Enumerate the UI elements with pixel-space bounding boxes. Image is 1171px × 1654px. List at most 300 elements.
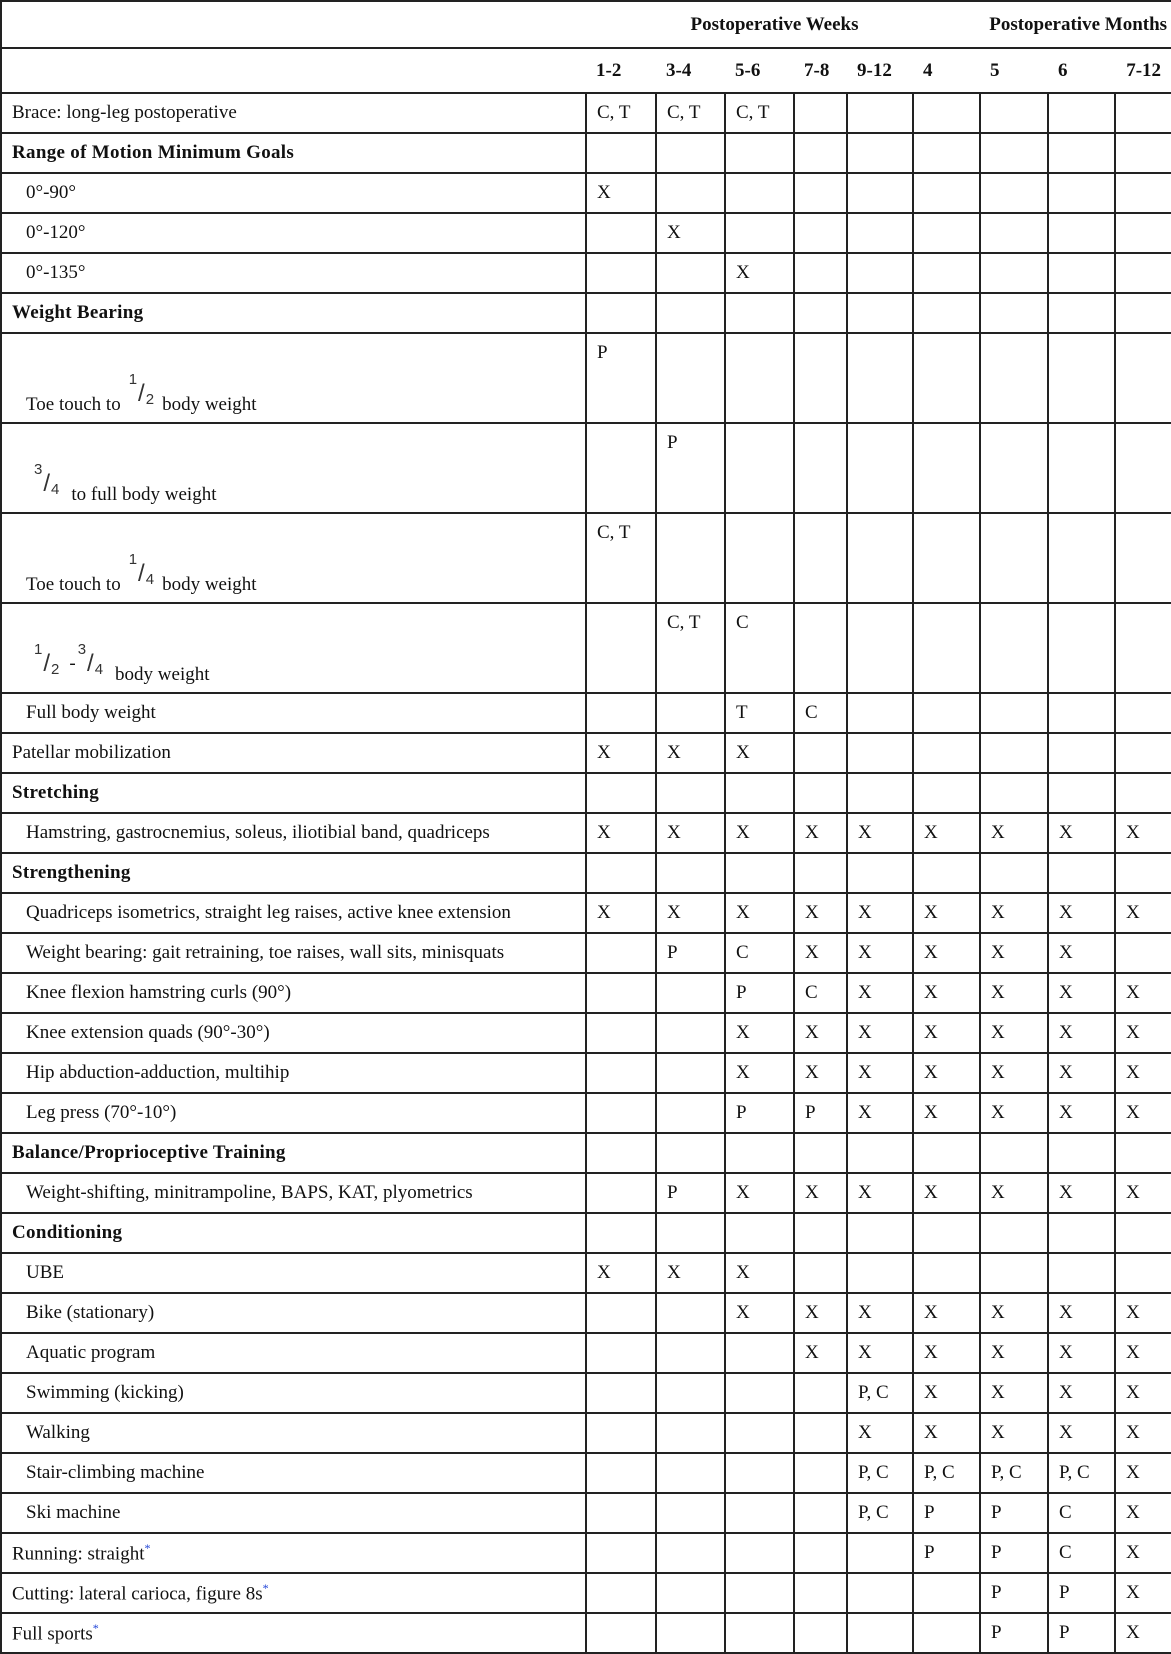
schedule-cell: X: [725, 253, 794, 293]
schedule-cell: X: [1048, 973, 1115, 1013]
fraction: [129, 552, 154, 596]
row-label: [1, 1133, 586, 1173]
schedule-cell: P, C: [847, 1493, 913, 1533]
column-header: 1-2: [586, 48, 656, 93]
table-row: [1, 513, 1171, 603]
row-label-text: Stretching: [12, 782, 100, 803]
schedule-cell: [1048, 93, 1115, 133]
schedule-cell: P, C: [913, 1453, 980, 1493]
schedule-cell: X: [1048, 1373, 1115, 1413]
row-label: [1, 773, 586, 813]
schedule-cell: [794, 253, 847, 293]
schedule-cell: X: [1115, 813, 1171, 853]
schedule-cell: [725, 1533, 794, 1573]
row-label-text: Strengthening: [12, 862, 131, 883]
schedule-cell: [794, 1533, 847, 1573]
schedule-cell: X: [794, 1013, 847, 1053]
row-label: [1, 1533, 586, 1573]
section-row: [1, 293, 1171, 333]
schedule-cell: C: [794, 973, 847, 1013]
schedule-cell: P: [656, 423, 725, 513]
schedule-cell: [980, 853, 1048, 893]
schedule-cell: [1115, 733, 1171, 773]
denominator: 2: [51, 661, 60, 678]
schedule-cell: [980, 253, 1048, 293]
column-header: 7-8: [794, 48, 847, 93]
schedule-cell: X: [1115, 1533, 1171, 1573]
numerator: 3: [77, 641, 87, 658]
table-row: [1, 1013, 1171, 1053]
schedule-cell: [794, 423, 847, 513]
schedule-cell: X: [913, 1333, 980, 1373]
table-row: [1, 1333, 1171, 1373]
schedule-cell: [913, 213, 980, 253]
row-label-text: Patellar mobilization: [12, 742, 171, 763]
row-label-text: 0°-90°: [26, 182, 77, 203]
table-row: [1, 603, 1171, 693]
schedule-cell: P: [980, 1613, 1048, 1653]
schedule-cell: P, C: [847, 1453, 913, 1493]
schedule-cell: X: [794, 893, 847, 933]
schedule-cell: X: [1048, 893, 1115, 933]
schedule-cell: [1048, 423, 1115, 513]
row-label-text: 0°-120°: [26, 222, 86, 243]
schedule-cell: [586, 1013, 656, 1053]
table-row: [1, 1173, 1171, 1213]
table-row: [1, 813, 1171, 853]
schedule-cell: [794, 603, 847, 693]
table-row: [1, 1253, 1171, 1293]
schedule-cell: X: [1048, 933, 1115, 973]
schedule-cell: X: [913, 813, 980, 853]
schedule-cell: [913, 733, 980, 773]
denominator: 4: [145, 571, 155, 588]
row-label-text: Weight-shifting, minitrampoline, BAPS, KAT, plyometrics: [26, 1182, 473, 1203]
table-row: [1, 693, 1171, 733]
row-label-text: Toe touch to: [26, 574, 121, 595]
table-row: [1, 173, 1171, 213]
schedule-cell: [913, 1133, 980, 1173]
schedule-cell: X: [980, 813, 1048, 853]
schedule-cell: [794, 213, 847, 253]
schedule-cell: [586, 213, 656, 253]
schedule-cell: [1115, 853, 1171, 893]
numerator: 1: [128, 371, 138, 388]
fraction: [34, 642, 59, 686]
section-row: [1, 853, 1171, 893]
footnote-marker[interactable]: *: [144, 1540, 151, 1555]
schedule-cell: P: [1048, 1573, 1115, 1613]
row-label: [1, 93, 586, 133]
schedule-cell: [847, 1573, 913, 1613]
schedule-cell: X: [725, 733, 794, 773]
schedule-cell: [847, 1533, 913, 1573]
schedule-cell: X: [586, 813, 656, 853]
table-row: [1, 1493, 1171, 1533]
schedule-cell: [725, 213, 794, 253]
schedule-cell: [980, 513, 1048, 603]
schedule-cell: X: [980, 893, 1048, 933]
schedule-cell: [586, 1053, 656, 1093]
schedule-cell: [794, 1213, 847, 1253]
schedule-cell: X: [847, 1013, 913, 1053]
schedule-cell: [794, 513, 847, 603]
schedule-cell: [656, 1293, 725, 1333]
schedule-cell: X: [847, 1293, 913, 1333]
table-row: [1, 213, 1171, 253]
schedule-cell: [794, 1573, 847, 1613]
table-row: [1, 1053, 1171, 1093]
row-label-suffix: body weight: [162, 574, 257, 595]
schedule-cell: X: [1115, 1413, 1171, 1453]
schedule-cell: X: [1048, 1093, 1115, 1133]
schedule-cell: [1048, 293, 1115, 333]
schedule-cell: [586, 293, 656, 333]
schedule-cell: [586, 1493, 656, 1533]
table-row: [1, 1533, 1171, 1573]
table-row: [1, 423, 1171, 513]
row-label-text: Swimming (kicking): [26, 1382, 184, 1403]
table-row: [1, 253, 1171, 293]
schedule-cell: [656, 253, 725, 293]
header-row-columns: [1, 48, 1171, 93]
schedule-cell: [656, 1453, 725, 1493]
footnote-marker[interactable]: *: [262, 1580, 269, 1595]
schedule-cell: X: [1048, 1413, 1115, 1453]
schedule-cell: [725, 173, 794, 213]
row-label-text: Walking: [26, 1422, 90, 1443]
row-label: [1, 423, 586, 513]
schedule-cell: [586, 603, 656, 693]
schedule-cell: [586, 853, 656, 893]
schedule-cell: [586, 1413, 656, 1453]
schedule-cell: X: [1115, 1493, 1171, 1533]
schedule-cell: X: [913, 1053, 980, 1093]
schedule-cell: [794, 1413, 847, 1453]
schedule-cell: [656, 333, 725, 423]
schedule-cell: [794, 1133, 847, 1173]
schedule-cell: [1048, 733, 1115, 773]
row-label: [1, 513, 586, 603]
schedule-cell: X: [913, 1173, 980, 1213]
row-label-text: Running: straight: [12, 1543, 145, 1565]
column-header: 9-12: [847, 48, 913, 93]
table-row: [1, 1453, 1171, 1493]
schedule-cell: [980, 213, 1048, 253]
row-label-text: Weight bearing: gait retraining, toe raises, wall sits, minisquats: [26, 942, 505, 963]
schedule-cell: [586, 973, 656, 1013]
schedule-cell: X: [1115, 1013, 1171, 1053]
header-row-groups: [1, 1, 1171, 48]
row-label-text: Ski machine: [26, 1502, 121, 1523]
row-label-text: UBE: [26, 1262, 64, 1283]
schedule-cell: [847, 423, 913, 513]
schedule-cell: X: [794, 1053, 847, 1093]
schedule-cell: [847, 1213, 913, 1253]
schedule-cell: X: [586, 733, 656, 773]
row-label: [1, 1333, 586, 1373]
section-row: [1, 773, 1171, 813]
schedule-cell: [725, 1373, 794, 1413]
schedule-cell: [980, 423, 1048, 513]
schedule-cell: [1048, 773, 1115, 813]
schedule-cell: [656, 133, 725, 173]
schedule-cell: X: [913, 1293, 980, 1333]
schedule-cell: [725, 1493, 794, 1533]
schedule-cell: [794, 1613, 847, 1653]
schedule-cell: [656, 1493, 725, 1533]
row-label: [1, 293, 586, 333]
schedule-cell: X: [980, 1173, 1048, 1213]
row-label-text: Weight Bearing: [12, 302, 144, 323]
schedule-cell: X: [656, 813, 725, 853]
row-label-text: Bike (stationary): [26, 1302, 155, 1323]
schedule-cell: [1048, 513, 1115, 603]
schedule-cell: X: [725, 813, 794, 853]
row-label-text: Hamstring, gastrocnemius, soleus, iliotibial band, quadriceps: [26, 822, 490, 843]
schedule-cell: X: [913, 973, 980, 1013]
schedule-cell: [586, 1213, 656, 1253]
fraction-slash: /: [138, 380, 145, 407]
fraction-slash: /: [138, 560, 145, 587]
schedule-cell: [980, 293, 1048, 333]
schedule-cell: [725, 1453, 794, 1493]
schedule-cell: [913, 133, 980, 173]
schedule-cell: [656, 1093, 725, 1133]
column-header: 5-6: [725, 48, 794, 93]
schedule-cell: X: [847, 973, 913, 1013]
schedule-cell: X: [1048, 1053, 1115, 1093]
schedule-cell: [586, 1093, 656, 1133]
table-row: [1, 1093, 1171, 1133]
schedule-cell: [913, 1613, 980, 1653]
row-label-text: Cutting: lateral carioca, figure 8s: [12, 1583, 263, 1605]
row-label-text: Full body weight: [26, 702, 156, 723]
schedule-cell: P: [1048, 1613, 1115, 1653]
schedule-cell: [656, 513, 725, 603]
schedule-cell: C: [1048, 1533, 1115, 1573]
schedule-cell: [586, 1333, 656, 1373]
schedule-cell: X: [980, 933, 1048, 973]
schedule-cell: P, C: [847, 1373, 913, 1413]
schedule-cell: [794, 773, 847, 813]
row-label-text: Range of Motion Minimum Goals: [12, 142, 295, 163]
section-row: [1, 1213, 1171, 1253]
schedule-cell: P: [586, 333, 656, 423]
table-row: [1, 1413, 1171, 1453]
schedule-cell: P, C: [1048, 1453, 1115, 1493]
schedule-cell: [586, 133, 656, 173]
schedule-cell: X: [1048, 1293, 1115, 1333]
section-row: [1, 1133, 1171, 1173]
schedule-cell: [847, 1613, 913, 1653]
numerator: 1: [128, 551, 138, 568]
schedule-cell: [847, 773, 913, 813]
schedule-cell: P: [980, 1533, 1048, 1573]
schedule-cell: X: [847, 1413, 913, 1453]
column-header: 4: [913, 48, 980, 93]
row-label: [1, 1413, 586, 1453]
schedule-cell: P: [913, 1493, 980, 1533]
schedule-cell: C, T: [586, 93, 656, 133]
table-row: [1, 1373, 1171, 1413]
schedule-cell: [725, 333, 794, 423]
schedule-cell: X: [794, 813, 847, 853]
schedule-cell: [794, 293, 847, 333]
schedule-cell: [725, 1613, 794, 1653]
schedule-cell: X: [913, 933, 980, 973]
schedule-cell: [980, 133, 1048, 173]
section-row: [1, 133, 1171, 173]
numerator: 1: [34, 641, 43, 658]
schedule-cell: X: [725, 1253, 794, 1293]
range-dash: -: [69, 653, 76, 674]
schedule-cell: X: [847, 893, 913, 933]
schedule-cell: [1048, 173, 1115, 213]
schedule-cell: [913, 1573, 980, 1613]
schedule-cell: P: [913, 1533, 980, 1573]
schedule-cell: X: [980, 1413, 1048, 1453]
schedule-cell: [980, 173, 1048, 213]
schedule-cell: X: [656, 1253, 725, 1293]
weeks-group-header: Postoperative Weeks: [586, 1, 913, 48]
schedule-cell: X: [656, 893, 725, 933]
schedule-cell: X: [1115, 1293, 1171, 1333]
schedule-cell: X: [794, 1293, 847, 1333]
row-label: [1, 1453, 586, 1493]
schedule-cell: X: [847, 933, 913, 973]
table-row: [1, 1293, 1171, 1333]
schedule-cell: [847, 253, 913, 293]
schedule-cell: [656, 1373, 725, 1413]
column-header: 5: [980, 48, 1048, 93]
schedule-cell: [725, 1213, 794, 1253]
schedule-cell: [725, 1573, 794, 1613]
schedule-cell: X: [586, 893, 656, 933]
schedule-cell: [847, 133, 913, 173]
row-label-text: Knee extension quads (90°-30°): [26, 1022, 270, 1043]
row-label-text: Brace: long-leg postoperative: [12, 102, 237, 123]
row-label: [1, 893, 586, 933]
row-label: [1, 1173, 586, 1213]
schedule-cell: [586, 1173, 656, 1213]
schedule-cell: [1115, 253, 1171, 293]
table-row: [1, 1613, 1171, 1653]
schedule-cell: [1115, 693, 1171, 733]
schedule-cell: [725, 513, 794, 603]
row-label: [1, 733, 586, 773]
schedule-cell: [656, 293, 725, 333]
schedule-cell: X: [1115, 893, 1171, 933]
schedule-cell: [1115, 93, 1171, 133]
schedule-cell: [1048, 333, 1115, 423]
row-label-text: Conditioning: [12, 1222, 123, 1243]
schedule-cell: [913, 693, 980, 733]
table-row: [1, 733, 1171, 773]
schedule-cell: X: [725, 1173, 794, 1213]
row-label: [1, 1213, 586, 1253]
schedule-cell: X: [1115, 1613, 1171, 1653]
row-label: [1, 603, 586, 693]
row-label: [1, 813, 586, 853]
schedule-cell: C, T: [656, 93, 725, 133]
schedule-cell: [725, 773, 794, 813]
schedule-cell: [1115, 423, 1171, 513]
row-label: [1, 1573, 586, 1613]
row-label-text: Full sports: [12, 1623, 93, 1645]
schedule-cell: [1115, 173, 1171, 213]
schedule-cell: [794, 733, 847, 773]
schedule-cell: X: [847, 813, 913, 853]
schedule-cell: T: [725, 693, 794, 733]
row-label-text: Hip abduction-adduction, multihip: [26, 1062, 290, 1083]
row-label: [1, 1053, 586, 1093]
schedule-cell: [586, 423, 656, 513]
fraction-slash: /: [43, 470, 51, 497]
schedule-cell: [794, 93, 847, 133]
schedule-cell: [847, 93, 913, 133]
row-label: [1, 933, 586, 973]
schedule-cell: X: [847, 1173, 913, 1213]
schedule-cell: [1115, 293, 1171, 333]
schedule-cell: [913, 173, 980, 213]
column-header: 7-12: [1115, 48, 1171, 93]
schedule-cell: [1048, 603, 1115, 693]
schedule-cell: C: [725, 933, 794, 973]
schedule-cell: P: [725, 1093, 794, 1133]
schedule-cell: [794, 173, 847, 213]
schedule-cell: C: [1048, 1493, 1115, 1533]
schedule-cell: [725, 1333, 794, 1373]
schedule-cell: X: [586, 1253, 656, 1293]
table-row: [1, 893, 1171, 933]
schedule-cell: [980, 1213, 1048, 1253]
schedule-cell: [1115, 513, 1171, 603]
schedule-cell: [913, 293, 980, 333]
schedule-cell: X: [847, 1053, 913, 1093]
schedule-cell: [794, 1453, 847, 1493]
schedule-cell: P: [980, 1493, 1048, 1533]
schedule-cell: [656, 173, 725, 213]
schedule-cell: [1115, 333, 1171, 423]
schedule-cell: C, T: [586, 513, 656, 603]
schedule-cell: [586, 693, 656, 733]
row-label-text: Stair-climbing machine: [26, 1462, 205, 1483]
schedule-cell: [980, 773, 1048, 813]
schedule-cell: X: [913, 893, 980, 933]
schedule-cell: [1048, 253, 1115, 293]
row-label: [1, 693, 586, 733]
schedule-cell: [725, 1133, 794, 1173]
table-row: [1, 933, 1171, 973]
schedule-cell: X: [913, 1373, 980, 1413]
schedule-cell: [725, 293, 794, 333]
schedule-cell: [794, 133, 847, 173]
schedule-cell: X: [1048, 1333, 1115, 1373]
row-label: [1, 1253, 586, 1293]
table-row: [1, 333, 1171, 423]
schedule-cell: [847, 293, 913, 333]
footnote-marker[interactable]: *: [92, 1620, 99, 1635]
schedule-cell: [794, 853, 847, 893]
schedule-cell: [980, 733, 1048, 773]
schedule-cell: [980, 1253, 1048, 1293]
schedule-cell: [847, 213, 913, 253]
schedule-cell: [847, 853, 913, 893]
schedule-cell: [656, 773, 725, 813]
schedule-cell: [1115, 1133, 1171, 1173]
schedule-cell: [586, 933, 656, 973]
